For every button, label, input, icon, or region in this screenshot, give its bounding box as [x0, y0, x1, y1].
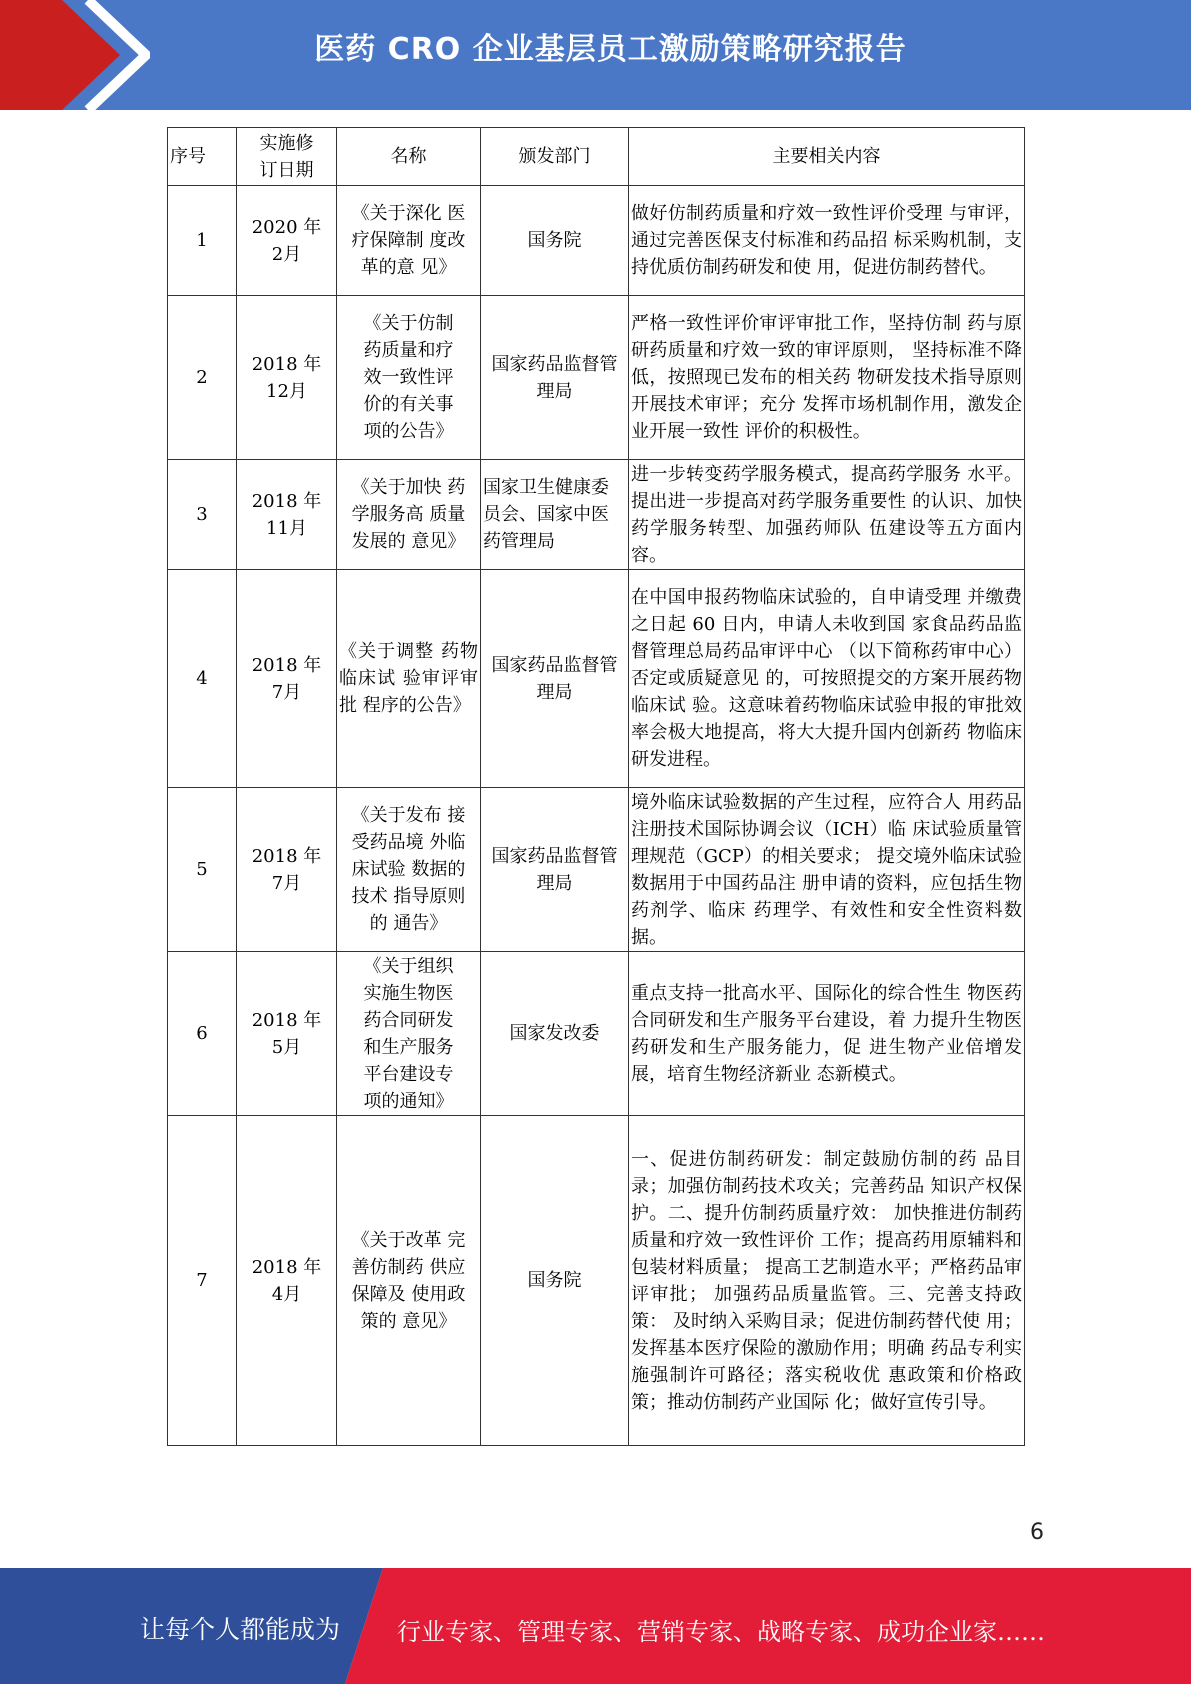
row-date: 2018 年 4月	[237, 1116, 337, 1446]
table-row	[168, 570, 1025, 788]
row-number: 7	[168, 1116, 237, 1446]
row-department: 国家发改委	[481, 952, 629, 1116]
table-row	[168, 1116, 1025, 1446]
row-policy-name: 《关于组织 实施生物医 药合同研发 和生产服务 平台建设专 项的通知》	[337, 952, 481, 1116]
row-number: 1	[168, 186, 237, 296]
row-number: 5	[168, 788, 237, 952]
row-number: 2	[168, 296, 237, 460]
row-content: 一、促进仿制药研发：制定鼓励仿制的药 品目录；加强仿制药技术攻关；完善药品 知识产权保护。二、提升仿制药质量疗效： 加快推进仿制药质量和疗效一致性评价 工作；提高药用原辅料和包装材料质量； 提高工艺制造水平；严格药品审评审批； 加强药品质量监管。三、完善支持政策： 及时纳入采购目录；促进仿制药替代使 用；发挥基本医疗保险的激励作用；明确 药品专利实施强制许可路径；落实税收优 惠政策和价格政策；推动仿制药产业国际 化；做好宣传引导。	[629, 1116, 1025, 1446]
row-policy-name: 《关于调整 药物临床试 验审评审批 程序的公告》	[337, 570, 481, 788]
policy-table	[167, 127, 1025, 1446]
column-header-content: 主要相关内容	[629, 128, 1025, 186]
row-content: 进一步转变药学服务模式，提高药学服务 水平。提出进一步提高对药学服务重要性 的认识、加快药学服务转型、加强药师队 伍建设等五方面内容。	[629, 460, 1025, 570]
page-number: 6	[1030, 1520, 1044, 1545]
footer-slogan-right: 行业专家、管理专家、营销专家、战略专家、成功企业家……	[397, 1618, 1045, 1646]
row-content: 严格一致性评价审评审批工作，坚持仿制 药与原研药质量和疗效一致的审评原则， 坚持标准不降低，按照现已发布的相关药 物研发技术指导原则开展技术审评；充分 发挥市场机制作用，激发企业开展一致性 评价的积极性。	[629, 296, 1025, 460]
row-number: 3	[168, 460, 237, 570]
report-title: 医药 CRO 企业基层员工激励策略研究报告	[314, 32, 907, 67]
row-date: 2018 年 12月	[237, 296, 337, 460]
row-department: 国务院	[481, 186, 629, 296]
row-content: 重点支持一批高水平、国际化的综合性生 物医药合同研发和生产服务平台建设，着 力提升生物医药研发和生产服务能力，促 进生物产业倍增发展，培育生物经济新业 态新模式。	[629, 952, 1025, 1116]
row-content: 做好仿制药质量和疗效一致性评价受理 与审评，通过完善医保支付标准和药品招 标采购机制，支持优质仿制药研发和使 用，促进仿制药替代。	[629, 186, 1025, 296]
row-date: 2018 年 11月	[237, 460, 337, 570]
footer-slogan-left: 让每个人都能成为	[140, 1615, 341, 1644]
row-number: 4	[168, 570, 237, 788]
row-date: 2018 年 5月	[237, 952, 337, 1116]
report-header	[0, 0, 1191, 110]
row-department: 国家药品监督管理局	[481, 296, 629, 460]
row-policy-name: 《关于改革 完善仿制药 供应保障及 使用政策的 意见》	[337, 1116, 481, 1446]
column-header-date: 实施修订日期	[237, 128, 337, 186]
table-row	[168, 296, 1025, 460]
table-header-row	[168, 128, 1025, 186]
row-department: 国务院	[481, 1116, 629, 1446]
table-row	[168, 952, 1025, 1116]
row-policy-name: 《关于发布 接受药品境 外临床试验 数据的技术 指导原则的 通告》	[337, 788, 481, 952]
row-policy-name: 《关于加快 药学服务高 质量发展的 意见》	[337, 460, 481, 570]
row-department: 国家药品监督管理局	[481, 570, 629, 788]
column-header-name: 名称	[337, 128, 481, 186]
row-date: 2018 年 7月	[237, 788, 337, 952]
row-date: 2020 年 2月	[237, 186, 337, 296]
column-header-dept: 颁发部门	[481, 128, 629, 186]
row-policy-name: 《关于深化 医疗保障制 度改革的意 见》	[337, 186, 481, 296]
column-header-num: 序号	[168, 128, 237, 186]
row-content: 境外临床试验数据的产生过程，应符合人 用药品注册技术国际协调会议（ICH）临 床试验质量管理规范（GCP）的相关要求； 提交境外临床试验数据用于中国药品注 册申请的资料，应包括生物药剂学、临床 药理学、有效性和安全性资料数据。	[629, 788, 1025, 952]
row-department: 国家卫生健康委员会、国家中医药管理局	[481, 460, 629, 570]
table-row	[168, 460, 1025, 570]
row-department: 国家药品监督管理局	[481, 788, 629, 952]
row-policy-name: 《关于仿制 药质量和疗 效一致性评 价的有关事 项的公告》	[337, 296, 481, 460]
row-date: 2018 年 7月	[237, 570, 337, 788]
table-row	[168, 186, 1025, 296]
table-row	[168, 788, 1025, 952]
row-number: 6	[168, 952, 237, 1116]
row-content: 在中国申报药物临床试验的，自申请受理 并缴费之日起 60 日内，申请人未收到国 家食品药品监督管理总局药品审评中心 （以下简称药审中心）否定或质疑意见 的，可按照提交的方案开展药物临床试 验。这意味着药物临床试验申报的审批效 率会极大地提高，将大大提升国内创新药 物临床研发进程。	[629, 570, 1025, 788]
